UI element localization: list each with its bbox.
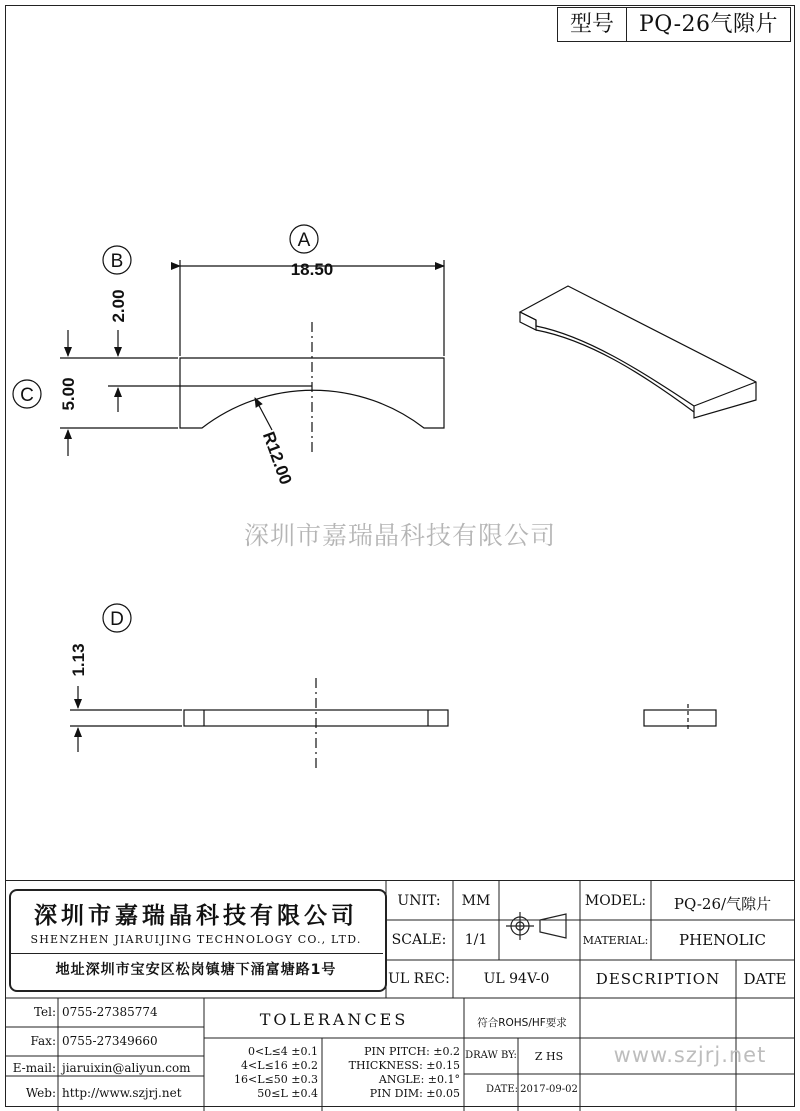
contact-email-label: E-mail:: [12, 1061, 56, 1075]
tolerance-spec-3: ANGLE: ±0.1°: [378, 1073, 460, 1086]
callout-b: B: [110, 251, 124, 272]
description-label: DESCRIPTION: [595, 970, 721, 988]
type-label: 型号: [558, 8, 627, 41]
ul-value: UL 94V-0: [483, 971, 550, 987]
model-label: MODEL:: [584, 893, 647, 909]
scale-value: 1/1: [464, 932, 488, 948]
tolerance-length-3: 16<L≤50 ±0.3: [234, 1073, 318, 1086]
tolerance-spec-4: PIN DIM: ±0.05: [369, 1087, 460, 1100]
dim-total-height: 5.00: [59, 377, 78, 411]
contact-tel-label: Tel:: [33, 1005, 56, 1019]
watermark: 深圳市嘉瑞晶科技有限公司: [243, 522, 556, 550]
ul-label: UL REC:: [388, 971, 450, 987]
tolerance-length-1: 0<L≤4 ±0.1: [248, 1045, 318, 1058]
material-label: MATERIAL:: [582, 934, 649, 947]
contact-web-label: Web:: [25, 1086, 56, 1100]
unit-value: MM: [461, 893, 491, 909]
date-column-label: DATE: [743, 970, 787, 988]
tolerances-title: TOLERANCES: [259, 1010, 409, 1029]
isometric-view: [520, 286, 756, 418]
dim-radius: R12.00: [258, 429, 296, 488]
contact-fax-label: Fax:: [30, 1034, 56, 1048]
date-value: 2017-09-02: [520, 1084, 578, 1095]
draw-by-label: DRAW BY:: [465, 1050, 517, 1061]
company-name-cn: 深圳市嘉瑞晶科技有限公司: [34, 903, 358, 929]
website-watermark: www.szjrj.net: [613, 1043, 767, 1067]
projection-symbol: [506, 912, 566, 940]
date-label: DATE:: [485, 1084, 518, 1095]
dim-thickness: 1.13: [69, 643, 88, 677]
contact-email-value[interactable]: jiaruixin@aliyun.com: [62, 1061, 191, 1075]
tolerance-spec-1: PIN PITCH: ±0.2: [364, 1045, 460, 1058]
callout-a: A: [297, 230, 311, 251]
model-value: PQ-26/气隙片: [673, 895, 772, 913]
company-name-en: SHENZHEN JIARUIJING TECHNOLOGY CO., LTD.: [30, 933, 362, 946]
dim-length: 18.50: [290, 260, 334, 279]
contact-web-value[interactable]: http://www.szjrj.net: [62, 1086, 182, 1100]
dim-step-height: 2.00: [109, 289, 128, 323]
tolerance-length-4: 50≤L ±0.4: [257, 1087, 318, 1100]
contact-tel-value: 0755-27385774: [62, 1005, 158, 1019]
tolerance-length-2: 4<L≤16 ±0.2: [241, 1059, 318, 1072]
draw-by-value: Z HS: [534, 1050, 564, 1063]
tolerance-spec-2: THICKNESS: ±0.15: [348, 1059, 460, 1072]
end-view-outline: [644, 710, 716, 726]
unit-label: UNIT:: [397, 893, 441, 909]
company-address: 地址深圳市宝安区松岗镇塘下涌富塘路1号: [55, 962, 337, 978]
scale-label: SCALE:: [391, 932, 447, 948]
callout-c: C: [20, 385, 34, 406]
callout-d: D: [110, 609, 124, 630]
rohs-note: 符合ROHS/HF要求: [477, 1017, 567, 1029]
type-value: PQ-26气隙片: [638, 12, 779, 37]
material-value: PHENOLIC: [679, 931, 766, 949]
contact-fax-value: 0755-27349660: [62, 1034, 158, 1048]
